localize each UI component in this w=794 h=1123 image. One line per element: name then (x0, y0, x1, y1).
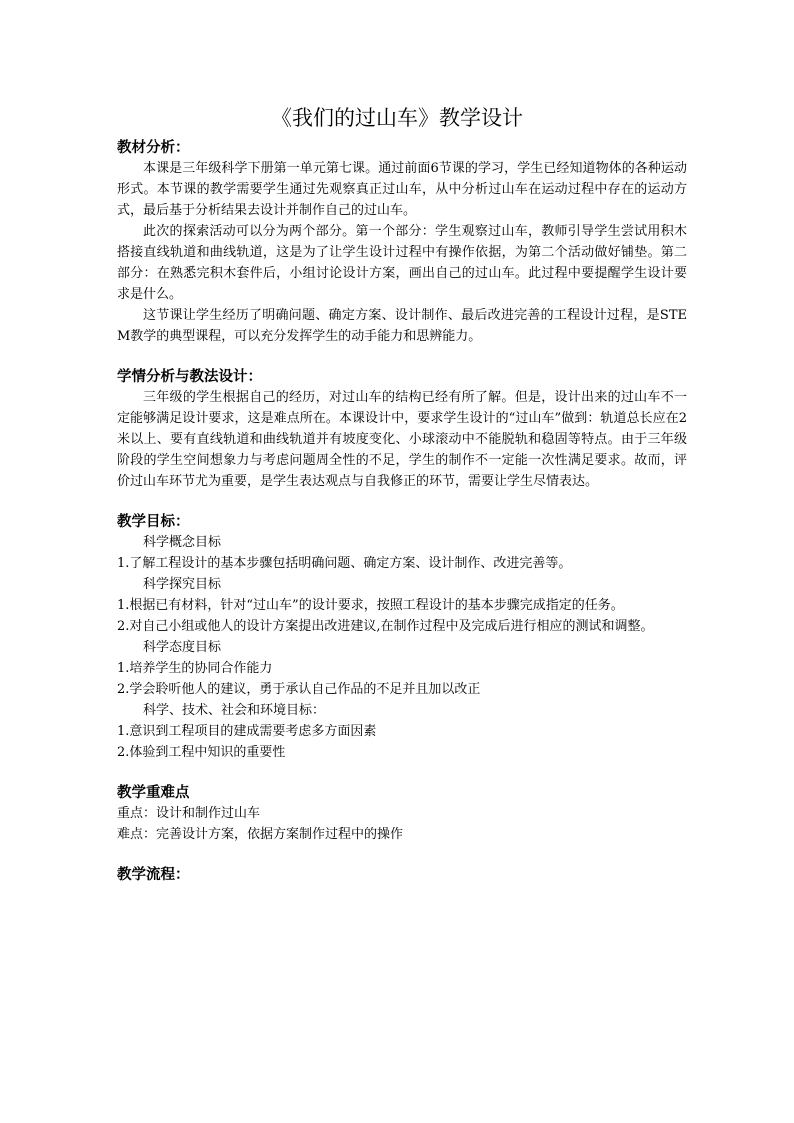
section-spacer (117, 347, 687, 367)
difficult-point: 难点：完善设计方案，依据方案制作过程中的操作 (117, 827, 404, 842)
goal-item: 2.对自己小组或他人的设计方案提出改进建议,在制作过程中及完成后进行相应的测试和调整。 (117, 619, 654, 634)
learner-paragraph: 三年级的学生根据自己的经历，对过山车的结构已经有所了解。但是，设计出来的过山车不一定能够满足设计要求，这是难点所在。本课设计中，要求学生设计的“过山车”做到：轨道总长应在2米以上、要有直线轨道和曲线轨道并有坡度变化、小球滚动中不能脱轨和稳固等特点。由于三年级阶段的学生空间想象力与考虑问题周全性的不足，学生的制作不一定能一次性满足要求。故而，评价过山车环节尤为重要，是学生表达观点与自我修正的环节，需要让学生尽情表达。 (117, 390, 687, 489)
section-heading-learner: 学情分析与教法设计： (117, 368, 262, 385)
goal-item: 2.体验到工程中知识的重要性 (117, 745, 286, 760)
goal-item: 1.根据已有材料，针对“过山车”的设计要求，按照工程设计的基本步骤完成指定的任务。 (117, 598, 624, 613)
section-heading-material: 教材分析： (117, 139, 190, 156)
section-spacer (117, 763, 687, 783)
section-spacer (117, 492, 687, 512)
goal-label-attitude: 科学态度目标 (143, 640, 222, 655)
goal-item: 1.意识到工程项目的建成需要考虑多方面因素 (117, 724, 377, 739)
goal-item: 1.了解工程设计的基本步骤包括明确问题、确定方案、设计制作、改进完善等。 (117, 556, 572, 571)
section-heading-goals: 教学目标： (117, 513, 190, 530)
material-paragraph-2: 此次的探索活动可以分为两个部分。第一个部分：学生观察过山车，教师引导学生尝试用积木搭接直线轨道和曲线轨道，这是为了让学生设计过程中有操作依据，为第二个活动做好铺垫。第二部分：在熟悉完积木套件后，小组讨论设计方案，画出自己的过山车。此过程中要提醒学生设计要求是什么。 (117, 224, 687, 302)
section-heading-process: 教学流程： (117, 866, 190, 883)
document-title: 《我们的过山车》教学设计 (271, 106, 523, 130)
material-paragraph-1: 本课是三年级科学下册第一单元第七课。通过前面6节课的学习，学生已经知道物体的各种运动形式。本节课的教学需要学生通过先观察真正过山车，从中分析过山车在运动过程中存在的运动方式，最后基于分析结果去设计并制作自己的过山车。 (117, 161, 687, 218)
material-paragraph-3: 这节课让学生经历了明确问题、确定方案、设计制作、最后改进完善的工程设计过程，是STEM教学的典型课程，可以充分发挥学生的动手能力和思辨能力。 (117, 308, 687, 344)
goal-item: 1.培养学生的协同合作能力 (117, 661, 273, 676)
section-heading-keypoints: 教学重难点 (117, 784, 190, 801)
goal-label-sts: 科学、技术、社会和环境目标： (143, 703, 326, 718)
goal-label-inquiry: 科学探究目标 (143, 577, 222, 592)
goal-label-concept: 科学概念目标 (143, 535, 222, 550)
section-spacer (117, 845, 687, 865)
key-point: 重点：设计和制作过山车 (117, 806, 261, 821)
document-body (117, 138, 687, 885)
goal-item: 2.学会聆听他人的建议，勇于承认自己作品的不足并且加以改正 (117, 682, 481, 697)
